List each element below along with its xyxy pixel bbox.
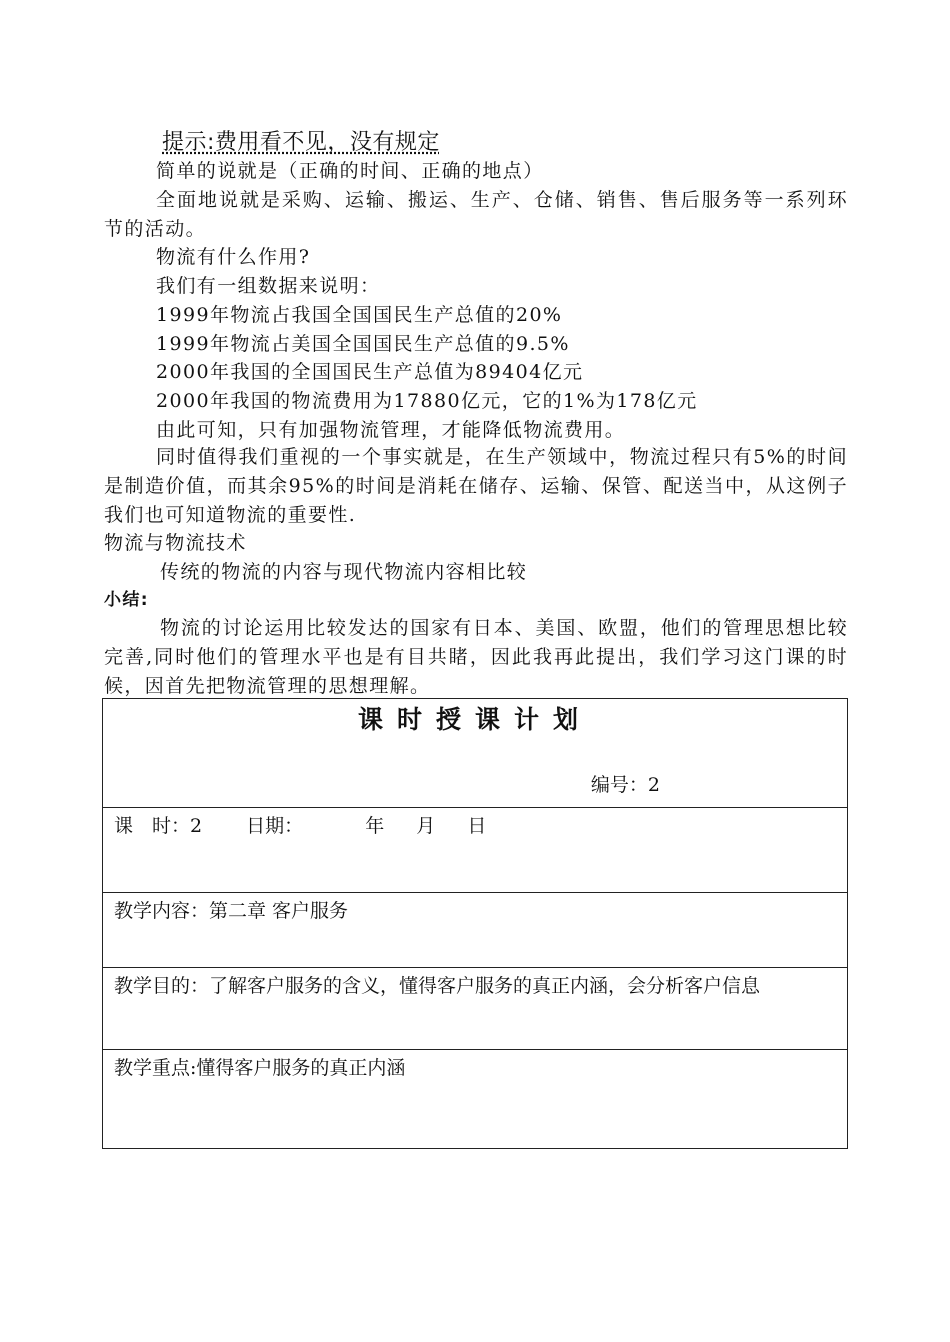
paragraph-stat-3: 2000年我国的全国国民生产总值为89404亿元 [156, 361, 584, 383]
plan-number: 编号：2 [590, 774, 660, 796]
paragraph-summary: 物流的讨论运用比较发达的国家有日本、美国、欧盟，他们的管理思想比较完善,同时他们的管理水平也是有目共睹，因此我再此提出，我们学习这门课的时候，因首先把物流管理的思想理解。 [104, 617, 848, 697]
paragraph-data-intro: 我们有一组数据来说明： [156, 275, 381, 297]
date-year: 年 [365, 815, 385, 837]
plan-header-cell [103, 699, 848, 808]
paragraph-comprehensive: 全面地说就是采购、运输、搬运、生产、仓储、销售、售后服务等一系列环节的活动。 [104, 189, 848, 240]
date-month: 月 [416, 815, 436, 837]
plan-keypoint-cell: 教学重点:懂得客户服务的真正内涵 [103, 1050, 848, 1149]
paragraph-stat-4: 2000年我国的物流费用为17880亿元，它的1%为178亿元 [156, 390, 698, 412]
paragraph-stat-2: 1999年物流占美国全国国民生产总值的9.5% [156, 333, 570, 355]
plan-objective-row [103, 968, 848, 1050]
plan-content-cell: 教学内容：第二章 客户服务 [103, 893, 848, 968]
plan-objective-cell: 教学目的：了解客户服务的含义，懂得客户服务的真正内涵，会分析客户信息 [103, 968, 848, 1050]
paragraph-question: 物流有什么作用? [156, 246, 311, 268]
hours-label: 课 时：2 [114, 815, 203, 837]
hint-text: 提示:费用看不见，没有规定 [162, 130, 440, 155]
lesson-plan-table [102, 698, 848, 1149]
section-heading: 物流与物流技术 [104, 532, 247, 554]
plan-header-row [103, 699, 848, 808]
paragraph-fact: 同时值得我们重视的一个事实就是，在生产领域中，物流过程只有5%的时间是制造价值，而其余95%的时间是消耗在储存、运输、保管、配送当中，从这例子我们也可知道物流的重要性. [104, 446, 848, 526]
plan-keypoint-row [103, 1050, 848, 1149]
plan-title: 课时授课计划 [357, 705, 592, 734]
paragraph-conclusion: 由此可知，只有加强物流管理，才能降低物流费用。 [156, 419, 626, 441]
paragraph-simple: 简单的说就是（正确的时间、正确的地点） [156, 160, 544, 182]
summary-label: 小结: [104, 590, 149, 610]
paragraph-compare: 传统的物流的内容与现代物流内容相比较 [160, 561, 528, 583]
plan-hours-row [103, 808, 848, 893]
plan-content-row [103, 893, 848, 968]
date-day: 日 [467, 815, 487, 837]
date-label: 日期： [246, 815, 304, 837]
paragraph-stat-1: 1999年物流占我国全国国民生产总值的20% [156, 304, 563, 326]
plan-hours-cell [103, 808, 848, 893]
